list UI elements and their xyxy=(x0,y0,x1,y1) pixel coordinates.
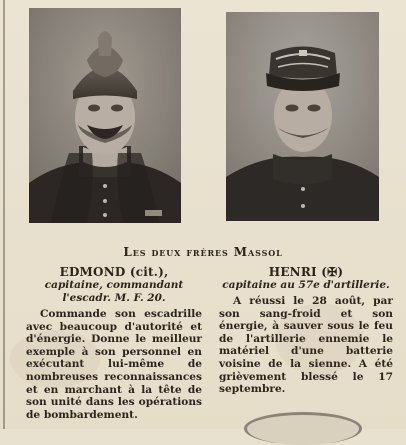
name-line xyxy=(26,265,202,279)
portrait-henri-image xyxy=(226,12,379,221)
edmond-citation: (cit.), xyxy=(125,265,169,279)
portrait-edmond xyxy=(29,8,181,223)
edmond-rank-line-1: capitaine, commandant xyxy=(44,279,184,291)
edmond-biography: Commande son escadrille avec beaucoup d'autorité et d'énergie. Donne le meilleur exemple à son personnel en exécutant lui-même de nombreuses reconnaissances et en marchant à la tête de son unité dans les opérations de bombardement. xyxy=(26,308,202,421)
edmond-rank-line-2: l'escadr. M. F. 20. xyxy=(62,292,166,304)
henri-biography: A réussi le 28 août, par son sang-froid et son énergie, à sauver sous le feu de l'artillerie ennemie le matériel d'une batterie voisine de la sienne. A été grièvement blessé le 17 septembre. xyxy=(219,295,393,396)
edmond-name: EDMOND xyxy=(59,265,126,279)
portrait-edmond-image xyxy=(29,8,181,223)
henri-rank-line: capitaine au 57e d'artillerie. xyxy=(222,279,390,291)
caption-header: Les deux frères Massol xyxy=(123,245,283,259)
decoration-symbol-icon: (✠) xyxy=(316,265,344,279)
henri-name: HENRI xyxy=(268,265,317,279)
henri-name-line xyxy=(219,265,393,279)
left-margin-rule xyxy=(3,0,5,429)
column-edmond xyxy=(26,265,202,421)
portrait-henri xyxy=(226,12,379,221)
column-henri xyxy=(219,265,393,396)
